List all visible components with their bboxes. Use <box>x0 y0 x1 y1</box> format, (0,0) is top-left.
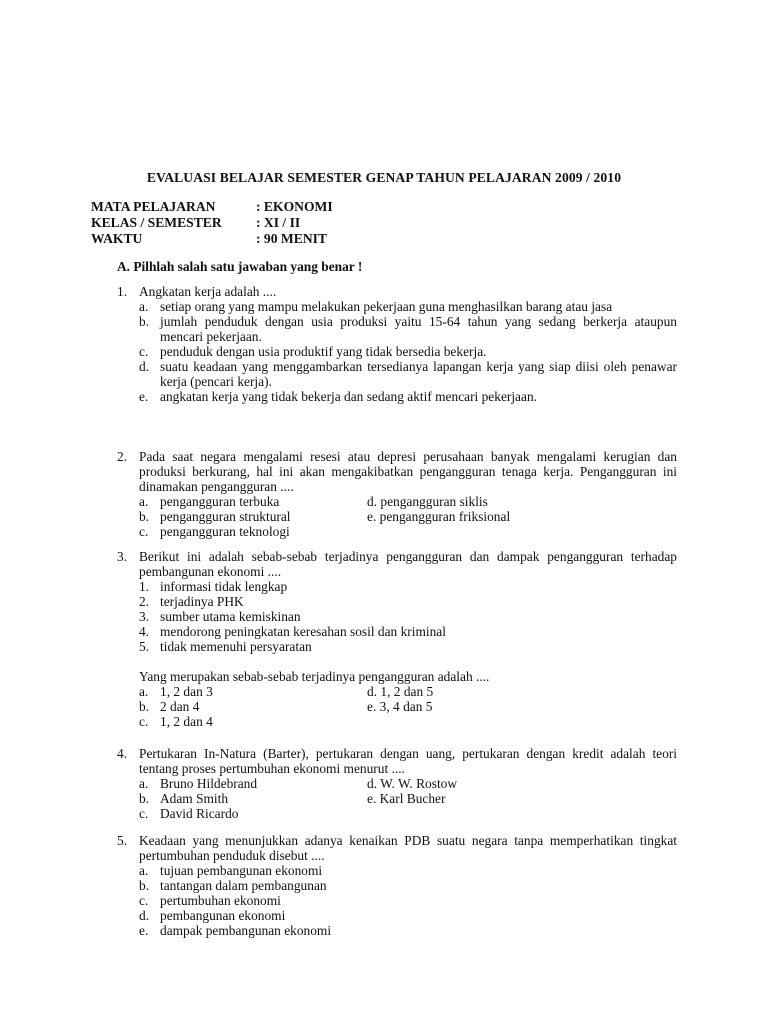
option-letter: e. <box>139 923 149 938</box>
option-b[interactable] <box>139 509 367 524</box>
option-text: d. pengangguran siklis <box>367 494 488 509</box>
statement-list <box>139 579 677 654</box>
option-grid <box>139 494 677 539</box>
question-followup: Yang merupakan sebab-sebab terjadinya pengangguran adalah .... <box>139 669 490 684</box>
option-letter: d. <box>139 359 150 374</box>
question-stem <box>117 833 677 863</box>
option-text: pertumbuhan ekonomi <box>160 893 281 908</box>
option-e[interactable] <box>139 389 677 404</box>
option-letter: c. <box>139 344 149 359</box>
option-text: jumlah penduduk dengan usia produksi yaitu 15-64 tahun yang sedang berkerja ataupun mencari pekerjaan. <box>160 314 677 344</box>
option-text: pengangguran teknologi <box>160 524 290 539</box>
option-e[interactable] <box>367 699 677 714</box>
question-text: Keadaan yang menunjukkan adanya kenaikan PDB suatu negara tanpa memperhatikan tingkat pertumbuhan penduduk disebut .... <box>139 833 677 863</box>
option-letter: b. <box>139 791 150 806</box>
option-c[interactable] <box>139 806 367 821</box>
statement-item <box>139 594 677 609</box>
meta-row-subject <box>91 199 333 215</box>
question-5 <box>117 833 677 938</box>
option-letter: a. <box>139 776 149 791</box>
option-b[interactable] <box>139 699 367 714</box>
option-grid <box>139 684 677 729</box>
question-stem <box>117 746 677 776</box>
exam-title: EVALUASI BELAJAR SEMESTER GENAP TAHUN PELAJARAN 2009 / 2010 <box>146 170 622 185</box>
question-stem <box>117 449 677 494</box>
option-letter: b. <box>139 509 150 524</box>
option-letter: c. <box>139 806 149 821</box>
option-letter: b. <box>139 314 150 329</box>
option-letter: b. <box>139 699 150 714</box>
question-stem <box>117 284 677 299</box>
option-text: penduduk dengan usia produktif yang tidak bersedia bekerja. <box>160 344 487 359</box>
option-letter: c. <box>139 893 149 908</box>
statement-number: 1. <box>139 579 150 594</box>
option-d[interactable] <box>367 776 677 791</box>
option-text: tujuan pembangunan ekonomi <box>160 863 323 878</box>
option-letter: a. <box>139 684 149 699</box>
statement-text: terjadinya PHK <box>160 594 244 609</box>
option-grid <box>139 776 677 821</box>
exam-meta <box>91 199 333 247</box>
statement-item <box>139 639 677 654</box>
statement-number: 2. <box>139 594 150 609</box>
option-text: 1, 2 dan 4 <box>160 714 213 729</box>
option-a[interactable] <box>139 863 677 878</box>
statement-number: 5. <box>139 639 150 654</box>
option-text: angkatan kerja yang tidak bekerja dan sedang aktif mencari pekerjaan. <box>160 389 537 404</box>
option-text: 2 dan 4 <box>160 699 200 714</box>
option-e[interactable] <box>367 791 677 806</box>
statement-item <box>139 624 677 639</box>
option-text: David Ricardo <box>160 806 239 821</box>
option-d[interactable] <box>139 359 677 389</box>
option-text: setiap orang yang mampu melakukan pekerjaan guna menghasilkan barang atau jasa <box>160 299 613 314</box>
option-c[interactable] <box>139 893 677 908</box>
option-d[interactable] <box>139 908 677 923</box>
option-text: d. W. W. Rostow <box>367 776 458 791</box>
option-e[interactable] <box>367 509 677 524</box>
question-number: 5. <box>117 833 128 848</box>
question-number: 1. <box>117 284 128 299</box>
option-text: suatu keadaan yang menggambarkan tersedianya lapangan kerja yang siap diisi oleh penawar kerja (pencari kerja). <box>160 359 677 389</box>
statement-item <box>139 579 677 594</box>
option-b[interactable] <box>139 878 677 893</box>
option-letter: a. <box>139 494 149 509</box>
option-b[interactable] <box>139 791 367 806</box>
option-text: Adam Smith <box>160 791 229 806</box>
statement-item <box>139 609 677 624</box>
question-text: Pada saat negara mengalami resesi atau depresi perusahaan banyak mengalami kerugian dan produksi berkurang, hal ini akan mengakibatkan pengangguran tenaga kerja. Pengangguran ini dinamakan pengangguran .... <box>139 449 677 494</box>
question-text: Angkatan kerja adalah .... <box>139 284 277 299</box>
option-letter: e. <box>139 389 149 404</box>
question-1 <box>117 284 677 404</box>
question-number: 3. <box>117 549 128 564</box>
option-e[interactable] <box>139 923 677 938</box>
option-text: dampak pembangunan ekonomi <box>160 923 332 938</box>
option-text: pembangunan ekonomi <box>160 908 286 923</box>
option-text: pengangguran terbuka <box>160 494 280 509</box>
meta-value: : EKONOMI <box>256 199 333 214</box>
option-text: tantangan dalam pembangunan <box>160 878 327 893</box>
option-letter: c. <box>139 524 149 539</box>
statement-text: informasi tidak lengkap <box>160 579 288 594</box>
option-list <box>139 863 677 938</box>
meta-label: KELAS / SEMESTER <box>91 215 222 230</box>
question-3 <box>117 549 677 729</box>
option-text: 1, 2 dan 3 <box>160 684 213 699</box>
section-title: A. Pilhlah salah satu jawaban yang benar ! <box>117 259 363 274</box>
question-stem <box>117 549 677 579</box>
meta-row-class <box>91 215 333 231</box>
option-letter: a. <box>139 863 149 878</box>
option-d[interactable] <box>367 684 677 699</box>
option-a[interactable] <box>139 299 677 314</box>
option-a[interactable] <box>139 684 367 699</box>
meta-value: : XI / II <box>256 215 301 230</box>
statement-text: sumber utama kemiskinan <box>160 609 301 624</box>
meta-label: WAKTU <box>91 231 143 246</box>
meta-value: : 90 MENIT <box>256 231 327 246</box>
question-text: Pertukaran In-Natura (Barter), pertukaran dengan uang, pertukaran dengan kredit adalah teori tentang proses pertumbuhan ekonomi menurut .... <box>139 746 677 776</box>
option-letter: a. <box>139 299 149 314</box>
question-number: 2. <box>117 449 128 464</box>
option-d[interactable] <box>367 494 677 509</box>
option-c[interactable] <box>139 714 367 729</box>
option-letter: b. <box>139 878 150 893</box>
statement-number: 4. <box>139 624 150 639</box>
option-a[interactable] <box>139 776 367 791</box>
question-text: Berikut ini adalah sebab-sebab terjadinya pengangguran dan dampak pengangguran terhadap pembangunan ekonomi .... <box>139 549 677 579</box>
question-number: 4. <box>117 746 128 761</box>
option-text: e. 3, 4 dan 5 <box>367 699 433 714</box>
option-text: pengangguran struktural <box>160 509 291 524</box>
option-text: Bruno Hildebrand <box>160 776 258 791</box>
option-b[interactable] <box>139 314 677 344</box>
option-c[interactable] <box>139 524 367 539</box>
option-letter: d. <box>139 908 150 923</box>
meta-row-time <box>91 231 333 247</box>
option-text: e. pengangguran friksional <box>367 509 511 524</box>
option-c[interactable] <box>139 344 677 359</box>
option-a[interactable] <box>139 494 367 509</box>
option-text: e. Karl Bucher <box>367 791 446 806</box>
statement-text: mendorong peningkatan keresahan sosil dan kriminal <box>160 624 446 639</box>
meta-label: MATA PELAJARAN <box>91 199 216 214</box>
option-text: d. 1, 2 dan 5 <box>367 684 434 699</box>
question-4 <box>117 746 677 821</box>
statement-number: 3. <box>139 609 150 624</box>
option-letter: c. <box>139 714 149 729</box>
option-list <box>139 299 677 404</box>
question-2 <box>117 449 677 539</box>
statement-text: tidak memenuhi persyaratan <box>160 639 312 654</box>
